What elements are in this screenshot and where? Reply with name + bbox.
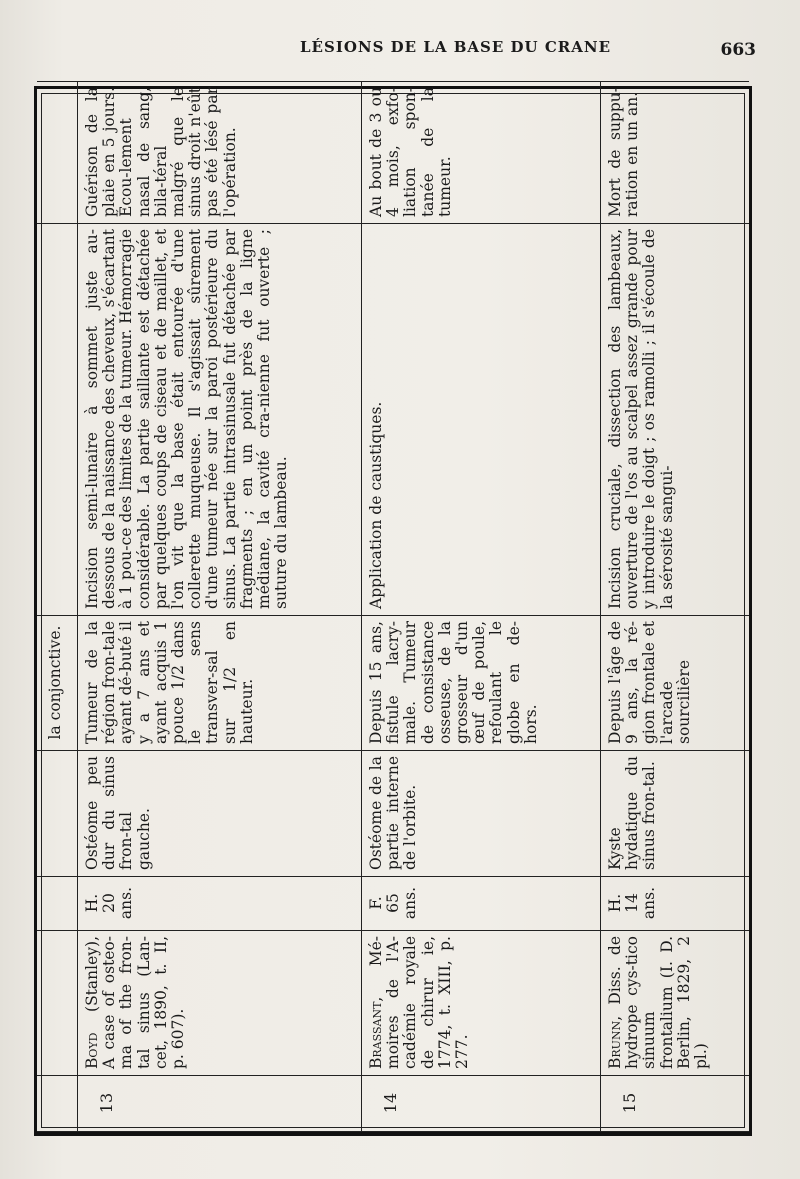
page-number: 663: [720, 40, 756, 60]
sex-age-cell: [600, 877, 749, 931]
case-number: 13: [78, 1076, 362, 1132]
table-row: [600, 82, 749, 1132]
case-table: [37, 81, 749, 1132]
table-row: [361, 82, 600, 1132]
author-cell: [78, 931, 362, 1076]
diagnosis-cell: Ostéome de la partie interne de l'orbite.: [361, 751, 600, 877]
sex-age-cell: [78, 877, 362, 931]
age: 65 ans.: [384, 886, 420, 920]
continuation-row: [37, 82, 78, 1132]
result-cell: Mort de suppu-ration en un an.: [600, 82, 749, 224]
history-cell: Depuis 15 ans, fistule lacry-male. Tumeur de consistance osseuse, de la grosseur d'un œuf de poule, refoulant le globe en de-hors.: [361, 616, 600, 751]
diagnosis-cell: Kyste hydatique du sinus fron-tal.: [600, 751, 749, 877]
sex: H.: [605, 893, 624, 913]
reference: (Stanley), A case of osteo-ma of the fron-tal sinus (Lan-cet, 1890, t. II, p. 607).: [83, 936, 188, 1069]
running-title: LÉSIONS DE LA BASE DU CRANE: [300, 38, 612, 56]
author-cell: [361, 931, 600, 1076]
sex-age-cell: [361, 877, 600, 931]
reference: , Mé-moires de l'A-cadémie royale de chirur ie, 1774, t. XIII, p. 277.: [366, 936, 471, 1069]
sex: H.: [83, 893, 101, 913]
author-name: Brunn: [605, 1020, 624, 1069]
continuation-note: la conjonctive.: [37, 616, 78, 751]
rotated-table-frame: [34, 86, 752, 1136]
age: 14 ans.: [623, 886, 659, 920]
diagnosis-cell: Ostéome peu dur du sinus fron-tal gauche.: [78, 751, 362, 877]
history-cell: Tumeur de la région fron-tale ayant dé-buté il y a 7 ans et ayant acquis 1 pouce 1/2 dans le sens transver-sal sur 1/2 en hauteur.: [78, 616, 362, 751]
author-cell: [600, 931, 749, 1076]
result-cell: Guérison de la plaie en 5 jours. Écou-lement nasal de sang, bila-téral malgré que le sinus droit n'eût pas été lésé par l'opération.: [78, 82, 362, 224]
case-number: 15: [600, 1076, 749, 1132]
author-name: Boyd: [83, 1032, 101, 1069]
author-name: Brassant: [366, 1001, 385, 1069]
result-cell: Au bout de 3 ou 4 mois, exfo-liation spon-tanée de la tumeur.: [361, 82, 600, 224]
history-cell: Depuis l'âge de 9 ans, la ré-gion frontale et l'arcade sourcilière: [600, 616, 749, 751]
table-row: [78, 82, 362, 1132]
treatment-cell: Application de caustiques.: [361, 224, 600, 616]
treatment-cell: Incision semi-lunaire à sommet juste au-dessous de la naissance des cheveux, s'écartant à 1 pou-ce des limites de la tumeur. Hémorragie considérable. La partie saillante est détachée par quelques coups de ciseau et de maillet, et l'on vit que la base était entourée d'une collerette muqueuse. Il s'agissait sûrement d'une tumeur née sur la paroi postérieure du sinus. La partie intrasinusale fut détachée par fragments ; en un point près de la ligne médiane, la cavité cra-nienne fut ouverte ; suture du lambeau.: [78, 224, 362, 616]
treatment-cell: Incision cruciale, dissection des lambeaux, ouverture de l'os au scalpel assez grande pour y introduire le doigt ; os ramolli ; il s'écoule de la sérosité sangui-: [600, 224, 749, 616]
sex: F.: [366, 896, 385, 910]
age: 20 ans.: [100, 886, 136, 920]
case-number: 14: [361, 1076, 600, 1132]
reference: , Diss. de hydrope cys-tico sinuum frontalium (I. D. Berlin, 1829, 2 pl.): [605, 936, 710, 1069]
